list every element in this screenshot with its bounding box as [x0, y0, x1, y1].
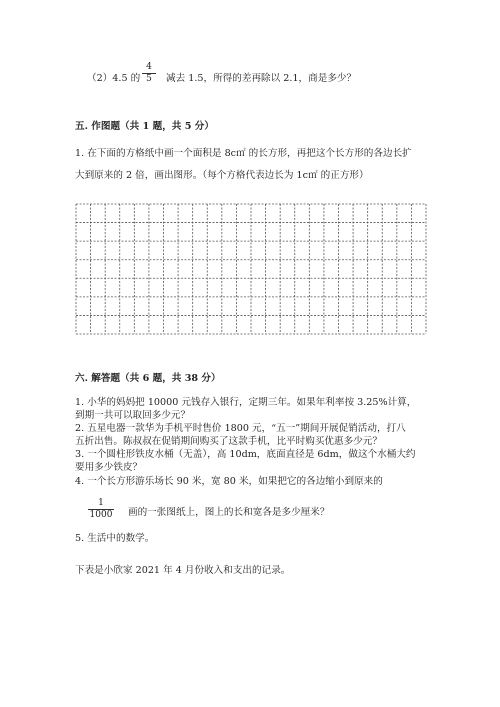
- q2-prefix: （2）4.5 的: [87, 73, 141, 84]
- q4-fraction-numerator: 1: [98, 498, 104, 508]
- section6-q3-line1: 3. 一个圆柱形铁皮水桶（无盖），高 10dm，底面直径是 6dm，做这个水桶大约: [75, 449, 416, 460]
- q2-fraction: [142, 62, 156, 85]
- section6-q2-line2: 五折出售。陈叔叔在促销期间购买了这款手机，比平时购买优惠多少元？: [75, 436, 382, 447]
- section6-q4-line1: 4. 一个长方形游乐场长 90 米，宽 80 米，如果把它的各边缩小到原来的: [75, 476, 383, 487]
- section6-q3-line2: 要用多少铁皮？: [75, 462, 143, 473]
- q4-fraction-denominator: 1000: [89, 510, 113, 520]
- section6-q5: 5. 生活中的数学。: [75, 533, 155, 544]
- section6-q1-line2: 到期一共可以取回多少元？: [75, 410, 191, 421]
- q2-fraction-numerator: 4: [146, 62, 152, 72]
- section6-q1-line1: 1. 小华的妈妈把 10000 元钱存入银行，定期三年。如果年利率按 3.25%计算，: [75, 397, 417, 408]
- section5-q1-line1: 1. 在下面的方格纸中画一个面积是 8c㎡ 的长方形，再把这个长方形的各边长扩: [75, 148, 412, 159]
- q2-fraction-denominator: 5: [146, 74, 152, 84]
- q4-fraction: [88, 498, 114, 521]
- section6-heading: 六. 解答题（共 6 题，共 38 分）: [75, 373, 221, 384]
- section5-heading: 五. 作图题（共 1 题，共 5 分）: [75, 121, 214, 132]
- section6-q2-line1: 2. 五星电器一款华为手机平时售价 1800 元，“五一”期间开展促销活动，打八: [75, 423, 406, 434]
- section6-q4-line2: 画的一张图纸上，图上的长和宽各是多少厘米？: [128, 507, 330, 518]
- section5-q1-line2: 大到原来的 2 倍，画出图形。（每个方格代表边长为 1c㎡ 的正方形）: [75, 170, 369, 181]
- footer-text: 下表是小欣家 2021 年 4 月份收入和支出的记录。: [75, 565, 291, 576]
- square-grid: [75, 203, 427, 335]
- q2-suffix: 减去 1.5，所得的差再除以 2.1，商是多少？: [166, 73, 357, 84]
